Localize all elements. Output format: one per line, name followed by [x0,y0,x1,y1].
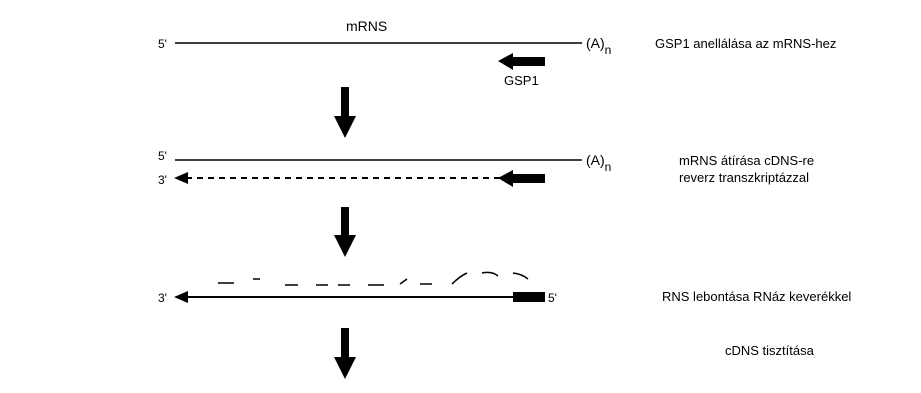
gsp1-primer-arrow [498,53,545,70]
three-prime-label: 3' [158,291,167,305]
five-prime-label: 5' [158,149,167,163]
step3-caption: RNS lebontása RNáz keverékkel [662,289,852,304]
gsp1-primer-block [513,292,545,302]
step4-caption: cDNS tisztítása [725,343,814,358]
five-prime-label: 5' [548,291,557,305]
cdna-arrowhead-icon [174,291,188,303]
polya-tail-label: (A)n [586,35,612,57]
step2-caption-line1: mRNS átírása cDNS-re [679,153,815,168]
cdna-arrowhead-icon [174,172,188,184]
process-arrow-down-icon [334,207,356,257]
three-prime-label: 3' [158,173,167,187]
degraded-rna-fragments [218,272,528,285]
polya-tail-label: (A)n [586,152,612,174]
step1-caption: GSP1 anellálása az mRNS-hez [655,36,837,51]
gsp1-primer-arrow [498,170,545,187]
step2-caption-line2: reverz transzkriptázzal [679,170,810,185]
mrna-label: mRNS [346,18,388,34]
gsp1-label: GSP1 [504,73,539,88]
process-arrow-down-icon [334,87,356,138]
process-arrow-down-icon [334,328,356,379]
five-prime-label: 5' [158,37,167,51]
